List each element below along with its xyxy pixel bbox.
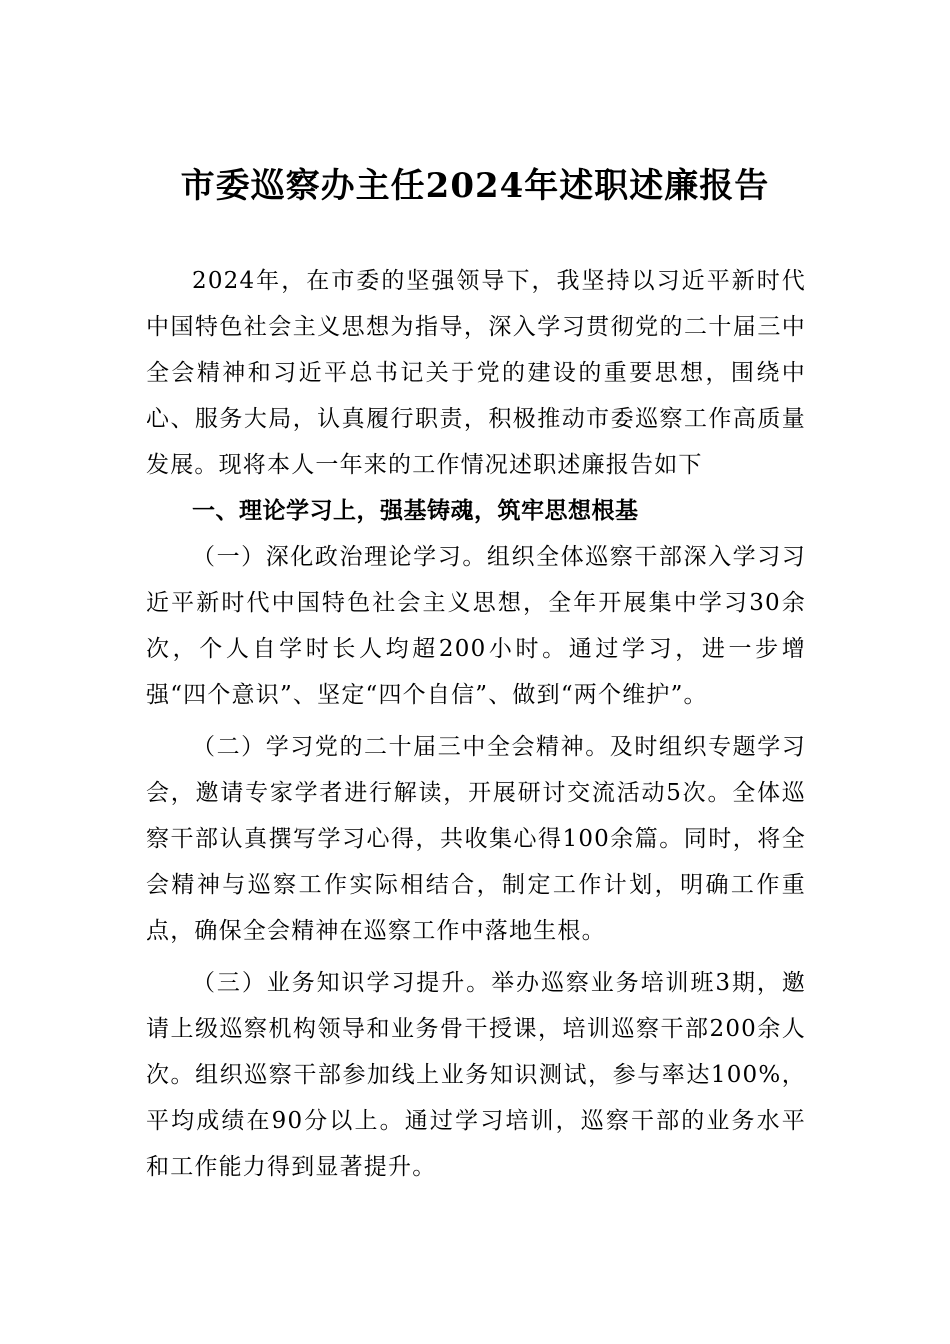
paragraph-2-text: 及时组织专题学习会，邀请专家学者进行解读，开展研讨交流活动5次。全体巡察干部认真撰写学习心得，共收集心得100余篇。同时，将全会精神与巡察工作实际相结合，制定工作计划，明确工作重点，确保全会精神在巡察工作中落地生根。 xyxy=(146,734,806,944)
paragraph-2-lead: （二）学习党的二十届三中全会精神。 xyxy=(192,734,610,760)
intro-paragraph: 2024年，在市委的坚强领导下，我坚持以习近平新时代中国特色社会主义思想为指导，深入学习贯彻党的二十届三中全会精神和习近平总书记关于党的建设的重要思想，围绕中心、服务大局，认真履行职责，积极推动市委巡察工作高质量发展。现将本人一年来的工作情况述职述廉报告如下 xyxy=(146,268,806,478)
paragraph-2 xyxy=(146,724,806,954)
paragraph-3 xyxy=(146,960,806,1190)
paragraph-3-lead: （三）业务知识学习提升。 xyxy=(192,970,492,996)
section-heading: 一、理论学习上，强基铸魂，筑牢思想根基 xyxy=(192,497,639,524)
document-title: 市委巡察办主任2024年述职述廉报告 xyxy=(180,166,770,206)
paragraph-1-text: 组织全体巡察干部深入学习习近平新时代中国特色社会主义思想，全年开展集中学习30余次，个人自学时长人均超200小时。通过学习，进一步增强“四个意识”、坚定“四个自信”、做到“两个维护”。 xyxy=(146,544,806,708)
paragraph-3-text: 举办巡察业务培训班3期，邀请上级巡察机构领导和业务骨干授课，培训巡察干部200余人次。组织巡察干部参加线上业务知识测试，参与率达100%，平均成绩在90分以上。通过学习培训，巡察干部的业务水平和工作能力得到显著提升。 xyxy=(146,970,807,1180)
paragraph-1-lead: （一）深化政治理论学习。 xyxy=(192,544,487,570)
paragraph-1 xyxy=(146,534,806,718)
document-body xyxy=(146,258,806,1190)
